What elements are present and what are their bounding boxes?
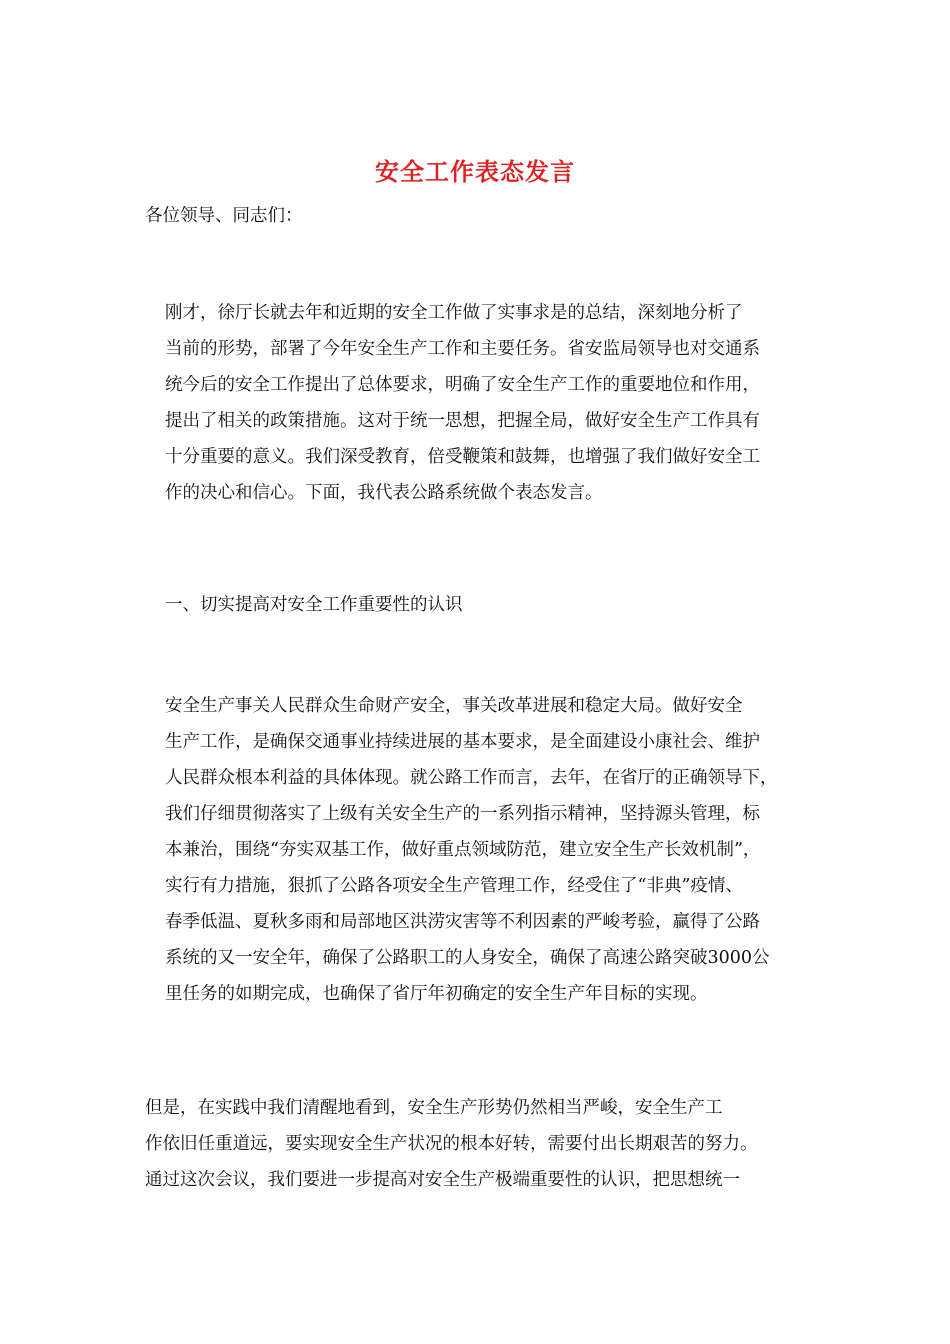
paragraph-3 xyxy=(145,1090,805,1198)
paragraph-line: 但是，在实践中我们清醒地看到，安全生产形势仍然相当严峻，安全生产工 xyxy=(145,1098,723,1118)
paragraph-line: 系统的又一安全年，确保了公路职工的人身安全，确保了高速公路突破3000公 xyxy=(165,948,770,968)
paragraph-line: 通过这次会议，我们要进一步提高对安全生产极端重要性的认识，把思想统一 xyxy=(145,1170,740,1190)
paragraph-line: 春季低温、夏秋多雨和局部地区洪涝灾害等不利因素的严峻考验，赢得了公路 xyxy=(165,912,760,932)
paragraph-line: 作的决心和信心。下面，我代表公路系统做个表态发言。 xyxy=(165,483,603,503)
paragraph-line: 提出了相关的政策措施。这对于统一思想，把握全局，做好安全生产工作具有 xyxy=(165,411,760,431)
paragraph-line: 人民群众根本利益的具体体现。就公路工作而言，去年，在省厅的正确领导下， xyxy=(165,768,778,788)
document-title: 安全工作表态发言 xyxy=(375,157,575,186)
paragraph-line: 刚才，徐厅长就去年和近期的安全工作做了实事求是的总结，深刻地分析了 xyxy=(165,303,743,323)
paragraph-line: 安全生产事关人民群众生命财产安全，事关改革进展和稳定大局。做好安全 xyxy=(165,696,743,716)
paragraph-line: 实行有力措施，狠抓了公路各项安全生产管理工作，经受住了“非典”疫情、 xyxy=(165,876,743,896)
paragraph-1 xyxy=(145,295,805,511)
paragraph-line: 十分重要的意义。我们深受教育，倍受鞭策和鼓舞，也增强了我们做好安全工 xyxy=(165,447,760,467)
paragraph-2 xyxy=(145,688,805,1012)
paragraph-line: 生产工作，是确保交通事业持续进展的基本要求，是全面建设小康社会、维护 xyxy=(165,732,760,752)
section-heading-1: 一、切实提高对安全工作重要性的认识 xyxy=(165,595,463,615)
paragraph-line: 里任务的如期完成，也确保了省厅年初确定的安全生产年目标的实现。 xyxy=(165,984,708,1004)
paragraph-line: 当前的形势，部署了今年安全生产工作和主要任务。省安监局领导也对交通系 xyxy=(165,339,760,359)
paragraph-line: 本兼治，围绕“夯实双基工作，做好重点领域防范，建立安全生产长效机制”， xyxy=(165,840,761,860)
paragraph-line: 统今后的安全工作提出了总体要求，明确了安全生产工作的重要地位和作用， xyxy=(165,375,760,395)
salutation: 各位领导、同志们： xyxy=(145,206,303,226)
paragraph-line: 我们仔细贯彻落实了上级有关安全生产的一系列指示精神，坚持源头管理，标 xyxy=(165,804,760,824)
paragraph-line: 作依旧任重道远，要实现安全生产状况的根本好转，需要付出长期艰苦的努力。 xyxy=(145,1134,758,1154)
